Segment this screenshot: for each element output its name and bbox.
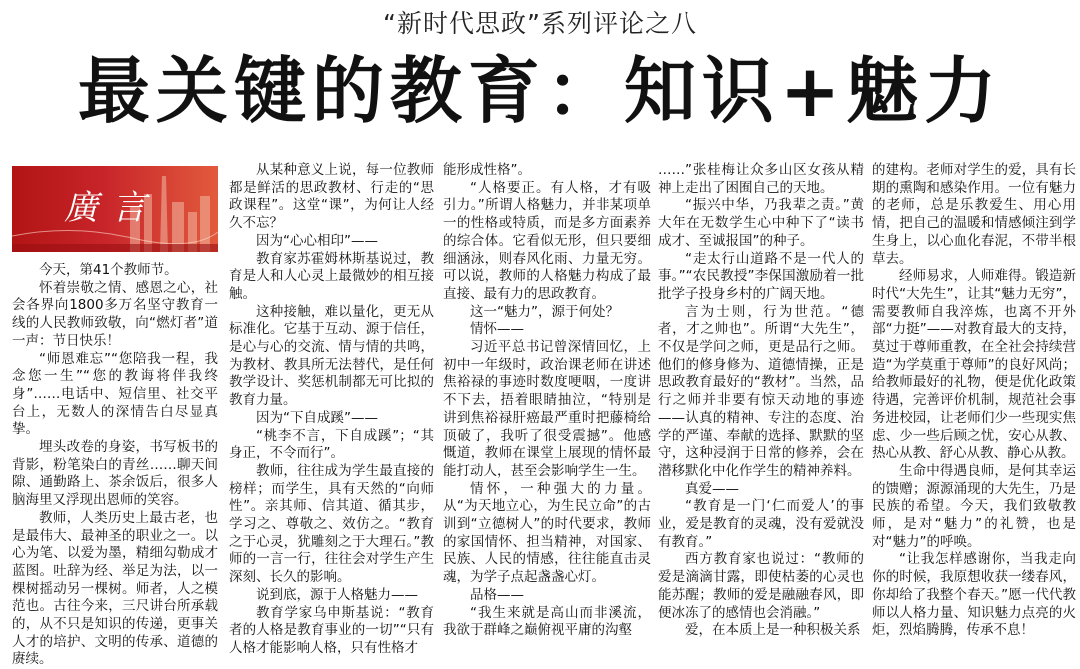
paragraph: ……”张桂梅让众多山区女孩从精神上走出了困囿自己的天地。 xyxy=(658,162,864,196)
section-heading: 情怀—— xyxy=(470,321,524,338)
paragraph: 爱，在本质上是一种积极关系 xyxy=(685,622,861,639)
section-heading: 品格—— xyxy=(470,586,524,603)
paragraph: 从某种意义上说，每一位教师都是鲜活的思政教材、行走的“思政课程”。这堂“课”，为何让人经久不忘？ xyxy=(229,162,434,232)
series-kicker: “新时代思政”系列评论之八 xyxy=(383,9,697,38)
article-column-4 xyxy=(658,162,864,639)
paragraph: 经师易求，人师难得。锻造新时代“大先生”，让其“魅力无穷”，需要教师自我淬炼，也离不开外部“力挺”——对教育最大的支持，莫过于尊师重教，在全社会持续营造“为学莫重于尊师”的良好风尚；给教师最好的礼物，便是优化政策待遇，完善评价机制，规范社会事务进校园，让老师们少一些现实焦虑、少一些后顾之忧，安心从教、热心从教、舒心从教、静心从教。 xyxy=(872,268,1076,462)
section-heading: 真爱—— xyxy=(685,480,739,497)
paragraph: 生命中得遇良师，是何其幸运的馈赠；源源涌现的大先生，乃是民族的希望。今天，我们致敬教师，是对“魅力”的礼赞，也是对“魅力”的呼唤。 xyxy=(872,462,1076,550)
paragraph: 的建构。老师对学生的爱，具有长期的熏陶和感染作用。一位有魅力的老师，总是乐教爱生、用心用情，把自己的温暖和情感倾注到学生身上，以心血化春泥，不带半根草去。 xyxy=(872,162,1076,267)
column-logo-text: 廣言 xyxy=(64,188,160,228)
paragraph: “让我怎样感谢你，当我走向你的时候，我原想收获一缕春风，你却给了我整个春天。”愿一代代教师以人格力量、知识魅力点亮的火炬，烈焰腾腾，传承不息！ xyxy=(872,551,1076,639)
article-column-1 xyxy=(12,162,218,668)
paragraph: “我生来就是高山而非溪流，我欲于群峰之巅俯视平庸的沟壑 xyxy=(443,604,651,639)
paragraph: 这种接触，难以量化，更无从标准化。它基于互动、源于信任，是心与心的交流、情与情的共鸣，为教材、教具所无法替代，是任何教学设计、奖惩机制都无可比拟的教育力量。 xyxy=(229,303,434,409)
paragraph: 教育家苏霍姆林斯基说过，教育是人和人心灵上最微妙的相互接触。 xyxy=(229,250,434,302)
article-column-5 xyxy=(872,162,1076,639)
paragraph: 教育学家乌申斯基说：“教育者的人格是教育事业的一切”“只有人格才能影响人格，只有性格才 xyxy=(229,604,434,656)
article-column-3 xyxy=(443,162,651,639)
paragraph: 这一“魅力”，源于何处？ xyxy=(470,303,619,320)
paragraph: “教育是一门‘仁而爱人’的事业，爱是教育的灵魂，没有爱就没有教育。” xyxy=(658,498,864,550)
paragraph: “师恩难忘”“您陪我一程，我念您一生”“您的教诲将伴我终身”……电话中、短信里、社交平台上，无数人的深情告白尽显真挚。 xyxy=(12,350,218,438)
paragraph: 情怀，一种强大的力量。从“为天地立心，为生民立命”的古训到“立德树人”的时代要求，教师的家国情怀、担当精神，对国家、民族、人民的情感，往往能直击灵魂，为学子点起盏盏心灯。 xyxy=(443,480,651,586)
section-heading: 因为“下自成蹊”—— xyxy=(256,409,378,426)
section-heading: 说到底，源于人格魅力—— xyxy=(256,586,418,603)
paragraph: 怀着崇敬之情、感恩之心，社会各界向1800多万名坚守教育一线的人民教师致敬，向“燃灯者”道一声：节日快乐！ xyxy=(12,279,218,349)
paragraph: “走太行山道路不是一代人的事。”“农民教授”李保国激励着一批批学子投身乡村的广阔天地。 xyxy=(658,250,864,302)
paragraph: “振兴中华，乃我辈之责。”黄大年在无数学生心中种下了“读书成才、至诚报国”的种子。 xyxy=(658,197,864,249)
paragraph: 埋头改卷的身姿，书写板书的背影，粉笔染白的青丝……聊天间隙、通勤路上、茶余饭后，很多人脑海里又浮现出恩师的笑容。 xyxy=(12,439,218,509)
paragraph: “桃李不言，下自成蹊”；“其身正，不令而行”。 xyxy=(229,427,434,462)
paragraph: “人格要正。有人格，才有吸引力。”所谓人格魅力，并非某项单一的性格或特质，而是多方面素养的综合体。它看似无形，但只要细细涵泳，则春风化雨、力量无穷。可以说，教师的人格魅力构成了最直接、最有力的思政教育。 xyxy=(443,179,651,302)
paragraph: 能形成性格”。 xyxy=(443,162,531,178)
paragraph: 今天，第41个教师节。 xyxy=(39,262,178,278)
paragraph: 教师，人类历史上最古老，也是最伟大、最神圣的职业之一。以心为笔、以爱为墨，精细勾勒成才蓝图。吐辞为经、举足为法，以一棵树摇动另一棵树。师者，人之模范也。古往今来，三尺讲台所承载的，从不只是知识的传递，更事关人才的培护、文明的传承、道德的赓续。 xyxy=(12,509,218,668)
headline: 最关键的教育：知识+魅力 xyxy=(77,49,1003,133)
paragraph: 言为士则，行为世范。“德者，才之帅也”。所谓“大先生”，不仅是学问之师，更是品行之师。他们的修身修为、道德情操，正是思政教育最好的“教材”。当然，品行之师并非要有惊天动地的事迹——认真的精神、专注的态度、治学的严谨、奉献的选择、默默的坚守，这种浸润于日常的修养，会在潜移默化中化作学生的精神养料。 xyxy=(658,303,864,479)
paragraph: 西方教育家也说过：“教师的爱是滴滴甘露，即使枯萎的心灵也能苏醒；教师的爱是融融春风，即便冰冻了的感情也会消融。” xyxy=(658,551,864,621)
section-heading: 因为“心心相印”—— xyxy=(256,232,378,249)
paragraph: 习近平总书记曾深情回忆，上初中一年级时，政治课老师在讲述焦裕禄的事迹时数度哽咽，一度讲不下去，捂着眼睛抽泣，“特别是讲到焦裕禄肝癌最严重时把藤椅给顶破了，我听了很受震撼”。他感慨道，教师在课堂上展现的情怀最能打动人，甚至会影响学生一生。 xyxy=(443,339,651,479)
paragraph: 教师，往往成为学生最直接的榜样；而学生，具有天然的“向师性”。亲其师、信其道、循其步，学习之、尊敬之、效仿之。“教育之于心灵，犹雕刻之于大理石。”教师的一言一行，往往会对学生产生深刻、长久的影响。 xyxy=(229,462,434,586)
article-column-2 xyxy=(229,162,434,656)
